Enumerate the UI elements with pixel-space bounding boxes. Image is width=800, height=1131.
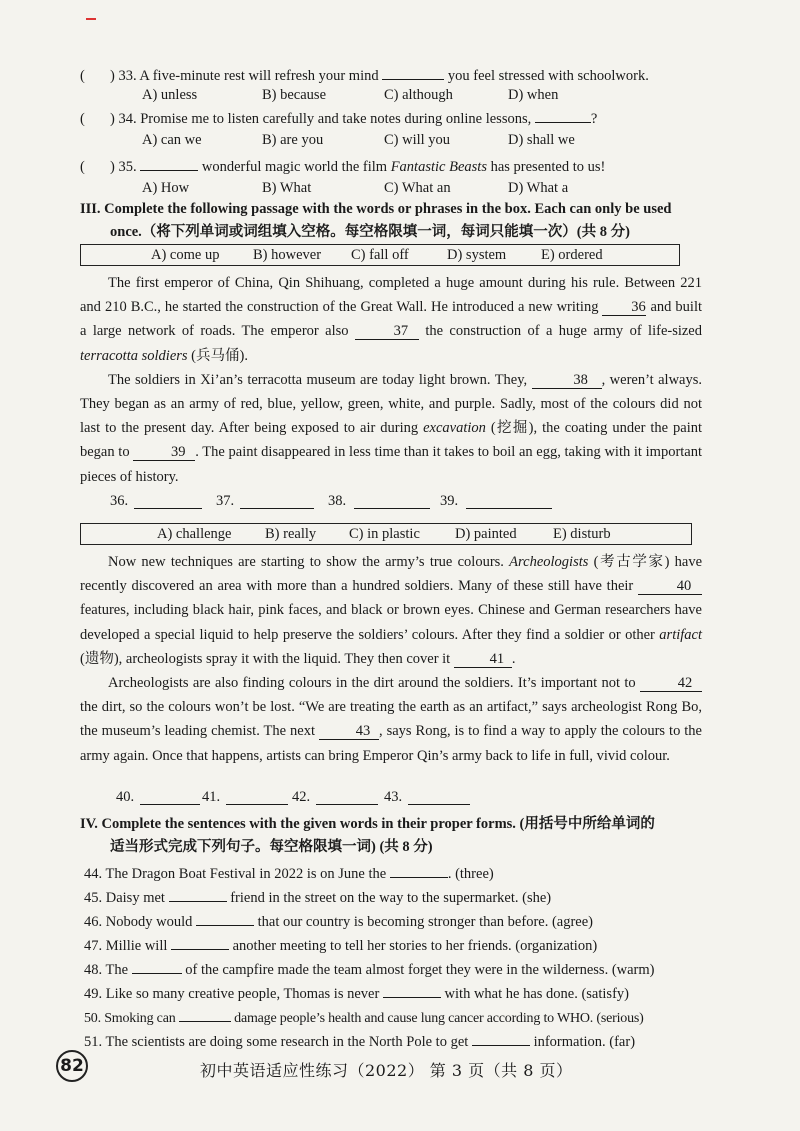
blank-43[interactable]: 43 (319, 724, 379, 740)
answer-37[interactable] (240, 493, 314, 509)
red-pen-mark (86, 18, 96, 20)
answer-46[interactable] (196, 910, 254, 926)
blank-42[interactable]: 42 (640, 676, 702, 692)
passage-2 (80, 550, 702, 768)
answer-45[interactable] (169, 886, 227, 902)
answer-47[interactable] (171, 934, 229, 950)
answer-41[interactable] (226, 789, 288, 805)
sentence-49: 49. Like so many creative people, Thomas is never with what he has done. (satisfy) (84, 982, 629, 1003)
answer-38[interactable] (354, 493, 430, 509)
answer-48[interactable] (132, 958, 182, 974)
blank-38[interactable]: 38 (532, 373, 602, 389)
sentence-51: 51. The scientists are doing some research in the North Pole to get information. (far) (84, 1030, 635, 1051)
question-35: ( ) 35. wonderful magic world the film Fantastic Beasts has presented to us! (80, 155, 605, 176)
blank-41[interactable]: 41 (454, 652, 512, 668)
answer-blank[interactable] (140, 155, 198, 171)
answer-43[interactable] (408, 789, 470, 805)
page-footer: 初中英语适应性练习（2022） 第 3 页（共 8 页） (200, 1061, 573, 1080)
sentence-45: 45. Daisy met friend in the street on the way to the supermarket. (she) (84, 886, 551, 907)
sentence-44: 44. The Dragon Boat Festival in 2022 is on June the . (three) (84, 862, 494, 883)
answer-39[interactable] (466, 493, 552, 509)
sentence-50: 50. Smoking can damage people’s health and cause lung cancer according to WHO. (serious) (84, 1006, 644, 1028)
section-4-title: IV. Complete the sentences with the given words in their proper forms. (用括号中所给单词的 (80, 816, 655, 832)
section-4-title-cont: 适当形式完成下列句子。每空格限填一词) (共 8 分) (110, 839, 433, 855)
sentence-48: 48. The of the campfire made the team almost forget they were in the wilderness. (warm) (84, 958, 655, 979)
answer-42[interactable] (316, 789, 378, 805)
page-badge: 82 (56, 1050, 88, 1082)
section-3-title-cont: once.（将下列单词或词组填入空格。每空格限填一词，每词只能填一次）(共 8 分) (110, 224, 630, 240)
blank-37[interactable]: 37 (355, 324, 419, 340)
sentence-46: 46. Nobody would that our country is becoming stronger than before. (agree) (84, 910, 593, 931)
paragraph: Now new techniques are starting to show the army’s true colours. Archeologists (考古学家) have recently discovered an area with more than a hundred soldiers. Many of these still have their 40 features, including black hair, pink faces, and black or brown eyes. Chinese and German researchers have developed a special liquid to help preserve the soldiers’ colours. After they find a soldier or other artifact (遗物), archeologists spray it with the liquid. They then cover it 41 . (80, 554, 703, 667)
word-box-2: A) challenge B) really C) in plastic D) painted E) disturb (80, 523, 692, 545)
paragraph: The soldiers in Xi’an’s terracotta museum are today light brown. They, 38 , weren’t always. They began as an army of red, blue, yellow, green, white, and purple. Sadly, most of the colours did not last to the present day. After being exposed to air during excavation (挖掘), the coating under the paint began to 39 . The paint disappeared in less time than it takes to boil an egg, taking with it important pieces of history. (80, 371, 703, 485)
blank-39[interactable]: 39 (133, 445, 195, 461)
sentence-47: 47. Millie will another meeting to tell her stories to her friends. (organization) (84, 934, 597, 955)
answer-blank[interactable] (535, 107, 591, 123)
answer-49[interactable] (383, 982, 441, 998)
passage-1 (80, 271, 702, 489)
exam-page: ( ) 33. A five-minute rest will refresh your mind you feel stressed with schoolwork. A) unless B) because C) although D) when ( ) 34. Promise me to listen carefully and take notes during online lessons, ? A) can we B) are you C) will you D) shall we ( ) 35. wonderful magic world the film Fantastic Beasts has presented to us! A) How B) What C) What an D) What a III. Complete the following passage with the words or phrases in the box. Each can only be used once.（将下列单词或词组填入空格。每空格限填一词，每词只能填一次）(共 8 分) A) come up B) however C) fall off D) system E) ordered The first emperor of China, Qin Shihuang, completed a huge amount during his rule. Between 221 and 210 B.C., he started the construction of the Great Wall. He introduced a new writing 36 and built a large network of roads. The emperor also 37 the construction of a huge army of life-sized terracotta soldiers (兵马俑). The soldiers in Xi’an’s terracotta museum are today light brown. They, 38 , weren’t always. They began as an army of red, blue, yellow, green, white, and purple. Sadly, most of the colours did not last to the present day. After being exposed to air during excavation (挖掘), the coating under the paint began to 39 . The paint disappeared in less time than it takes to boil an egg, taking with it important pieces of history. 36. 37. 38. 39. A) challenge B) really C) in plastic D) painted E) disturb Now new techniques are starting to show the army’s true colours. Archeologists (考古学家) have recently discovered an area with more than a hundred soldiers. Many of these still have their 40 features, including black hair, pink faces, and black or brown eyes. Chinese and German researchers have developed a special liquid to help preserve the soldiers’ colours. After they find a soldier or other artifact (遗物), archeologists spray it with the liquid. They then cover it 41 . Archeologists are also finding colours in the dirt around the soldiers. It’s important not to 42 the dirt, so the colours won’t be lost. “We are treating the earth as an artifact,” says archeologist Rong Bo, the museum’s leading chemist. The next 43 , says Rong, is to find a way to apply the colours to the army again. Once that happens, artists can bring Emperor Qin’s army back to life in full, vivid colour. 40. 41. 42. 43. IV. Complete the sentences with the given words in their proper forms. (用括号中所给单词的 适当形式完成下列句子。每空格限填一词) (共 8 分) 44. The Dragon Boat Festival in 2022 is on June the . (three) 45. Daisy met friend in the street on the way to the supermarket. (she) 46. Nobody would that our country is becoming stronger than before. (agree) 47. Millie will another meeting to tell her stories to her friends. (organization) 48. The of the campfire made the team almost forget they were in the wilderness. (warm) 49. Like so many creative people, Thomas is never with what he has done. (satisfy) 50. Smoking can damage people’s health and cause lung cancer according to WHO. (serious) 51. The scientists are doing some research in the North Pole to get information. (far) 82 初中英语适应性练习（2022） 第 3 页（共 8 页） (0, 0, 800, 1131)
answer-51[interactable] (472, 1030, 530, 1046)
paragraph: Archeologists are also finding colours in the dirt around the soldiers. It’s important not to 42 the dirt, so the colours won’t be lost. “We are treating the earth as an artifact,” says archeologist Rong Bo, the museum’s leading chemist. The next 43 , says Rong, is to find a way to apply the colours to the army again. Once that happens, artists can bring Emperor Qin’s army back to life in full, vivid colour. (80, 675, 702, 764)
blank-36[interactable]: 36 (602, 300, 646, 316)
paragraph: The first emperor of China, Qin Shihuang, completed a huge amount during his rule. Between 221 and 210 B.C., he started the construction of the Great Wall. He introduced a new writing 36 and built a large network of roads. The emperor also 37 the construction of a huge army of life-sized terracotta soldiers (兵马俑). (80, 275, 703, 364)
question-33: ( ) 33. A five-minute rest will refresh your mind you feel stressed with schoolwork. (80, 64, 649, 85)
word-box-1: A) come up B) however C) fall off D) system E) ordered (80, 244, 680, 266)
answer-blank[interactable] (382, 64, 444, 80)
blank-40[interactable]: 40 (638, 579, 702, 595)
answer-44[interactable] (390, 862, 448, 878)
answer-40[interactable] (140, 789, 200, 805)
answer-36[interactable] (134, 493, 202, 509)
question-34: ( ) 34. Promise me to listen carefully and take notes during online lessons, ? (80, 107, 597, 128)
section-3-title: III. Complete the following passage with the words or phrases in the box. Each can only be used (80, 201, 672, 217)
answer-50[interactable] (179, 1006, 231, 1022)
